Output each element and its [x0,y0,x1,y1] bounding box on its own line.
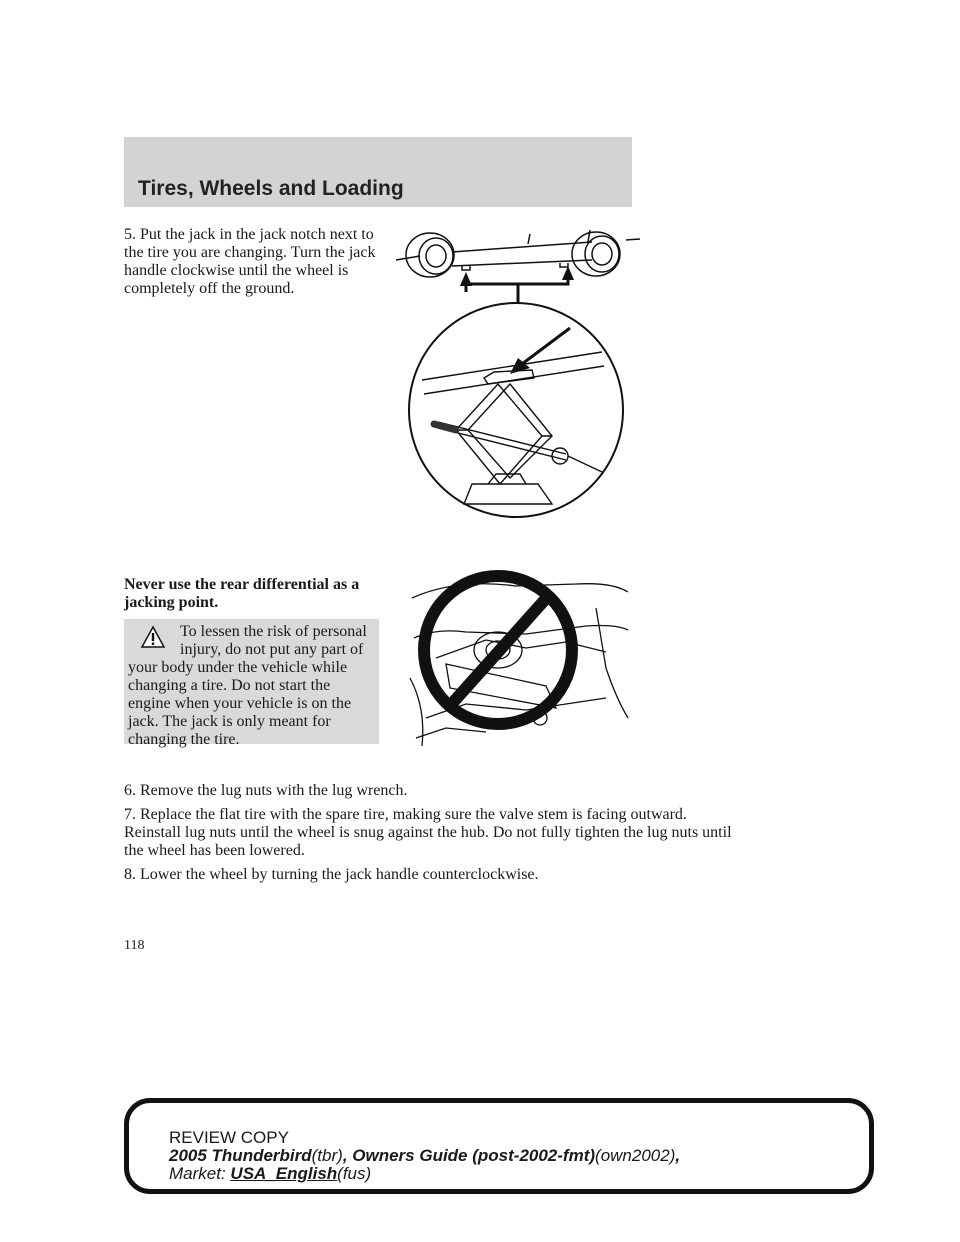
footer-separator-2: , [675,1146,681,1165]
section-title: Tires, Wheels and Loading [138,177,404,200]
review-copy-footer [124,1098,874,1194]
footer-guide: Owners Guide (post-2002-fmt) [352,1146,596,1165]
footer-market: USA_English [230,1164,338,1183]
footer-model: 2005 Thunderbird [169,1146,312,1165]
review-copy-label: REVIEW COPY [169,1128,289,1147]
footer-document-info [169,1147,680,1165]
step-8-text: 8. Lower the wheel by turning the jack handle counterclockwise. [124,866,539,883]
footer-market-label: Market: [169,1164,226,1183]
step-6-text: 6. Remove the lug nuts with the lug wrench. [124,782,408,799]
rear-differential-prohibited-illustration [406,568,632,748]
step-5-text: 5. Put the jack in the jack notch next to the tire you are changing. Turn the jack handle clockwise until the wheel is completely off the ground. [124,226,376,297]
jack-notch-illustration [392,222,642,522]
page-number: 118 [124,938,145,953]
never-use-differential-text: Never use the rear differential as a jacking point. [124,576,360,611]
footer-market-info [169,1165,371,1183]
step-7-text: 7. Replace the flat tire with the spare tire, making sure the valve stem is facing outward. Reinstall lug nuts until the wheel is snug against the hub. Do not fully tighten the lug nuts until the wheel has been lowered. [124,806,732,859]
footer-market-code: (fus) [337,1164,372,1183]
warning-box [124,619,379,748]
header-band [124,137,632,207]
footer-guide-code: (own2002) [595,1146,676,1165]
warning-text: To lessen the risk of personal injury, do not put any part of your body under the vehicle while changing a tire. Do not start the engine when your vehicle is on the jack. The jack is only meant for changing the tire. [128,623,367,748]
footer-separator: , [342,1146,353,1165]
footer-model-code: (tbr) [311,1146,343,1165]
